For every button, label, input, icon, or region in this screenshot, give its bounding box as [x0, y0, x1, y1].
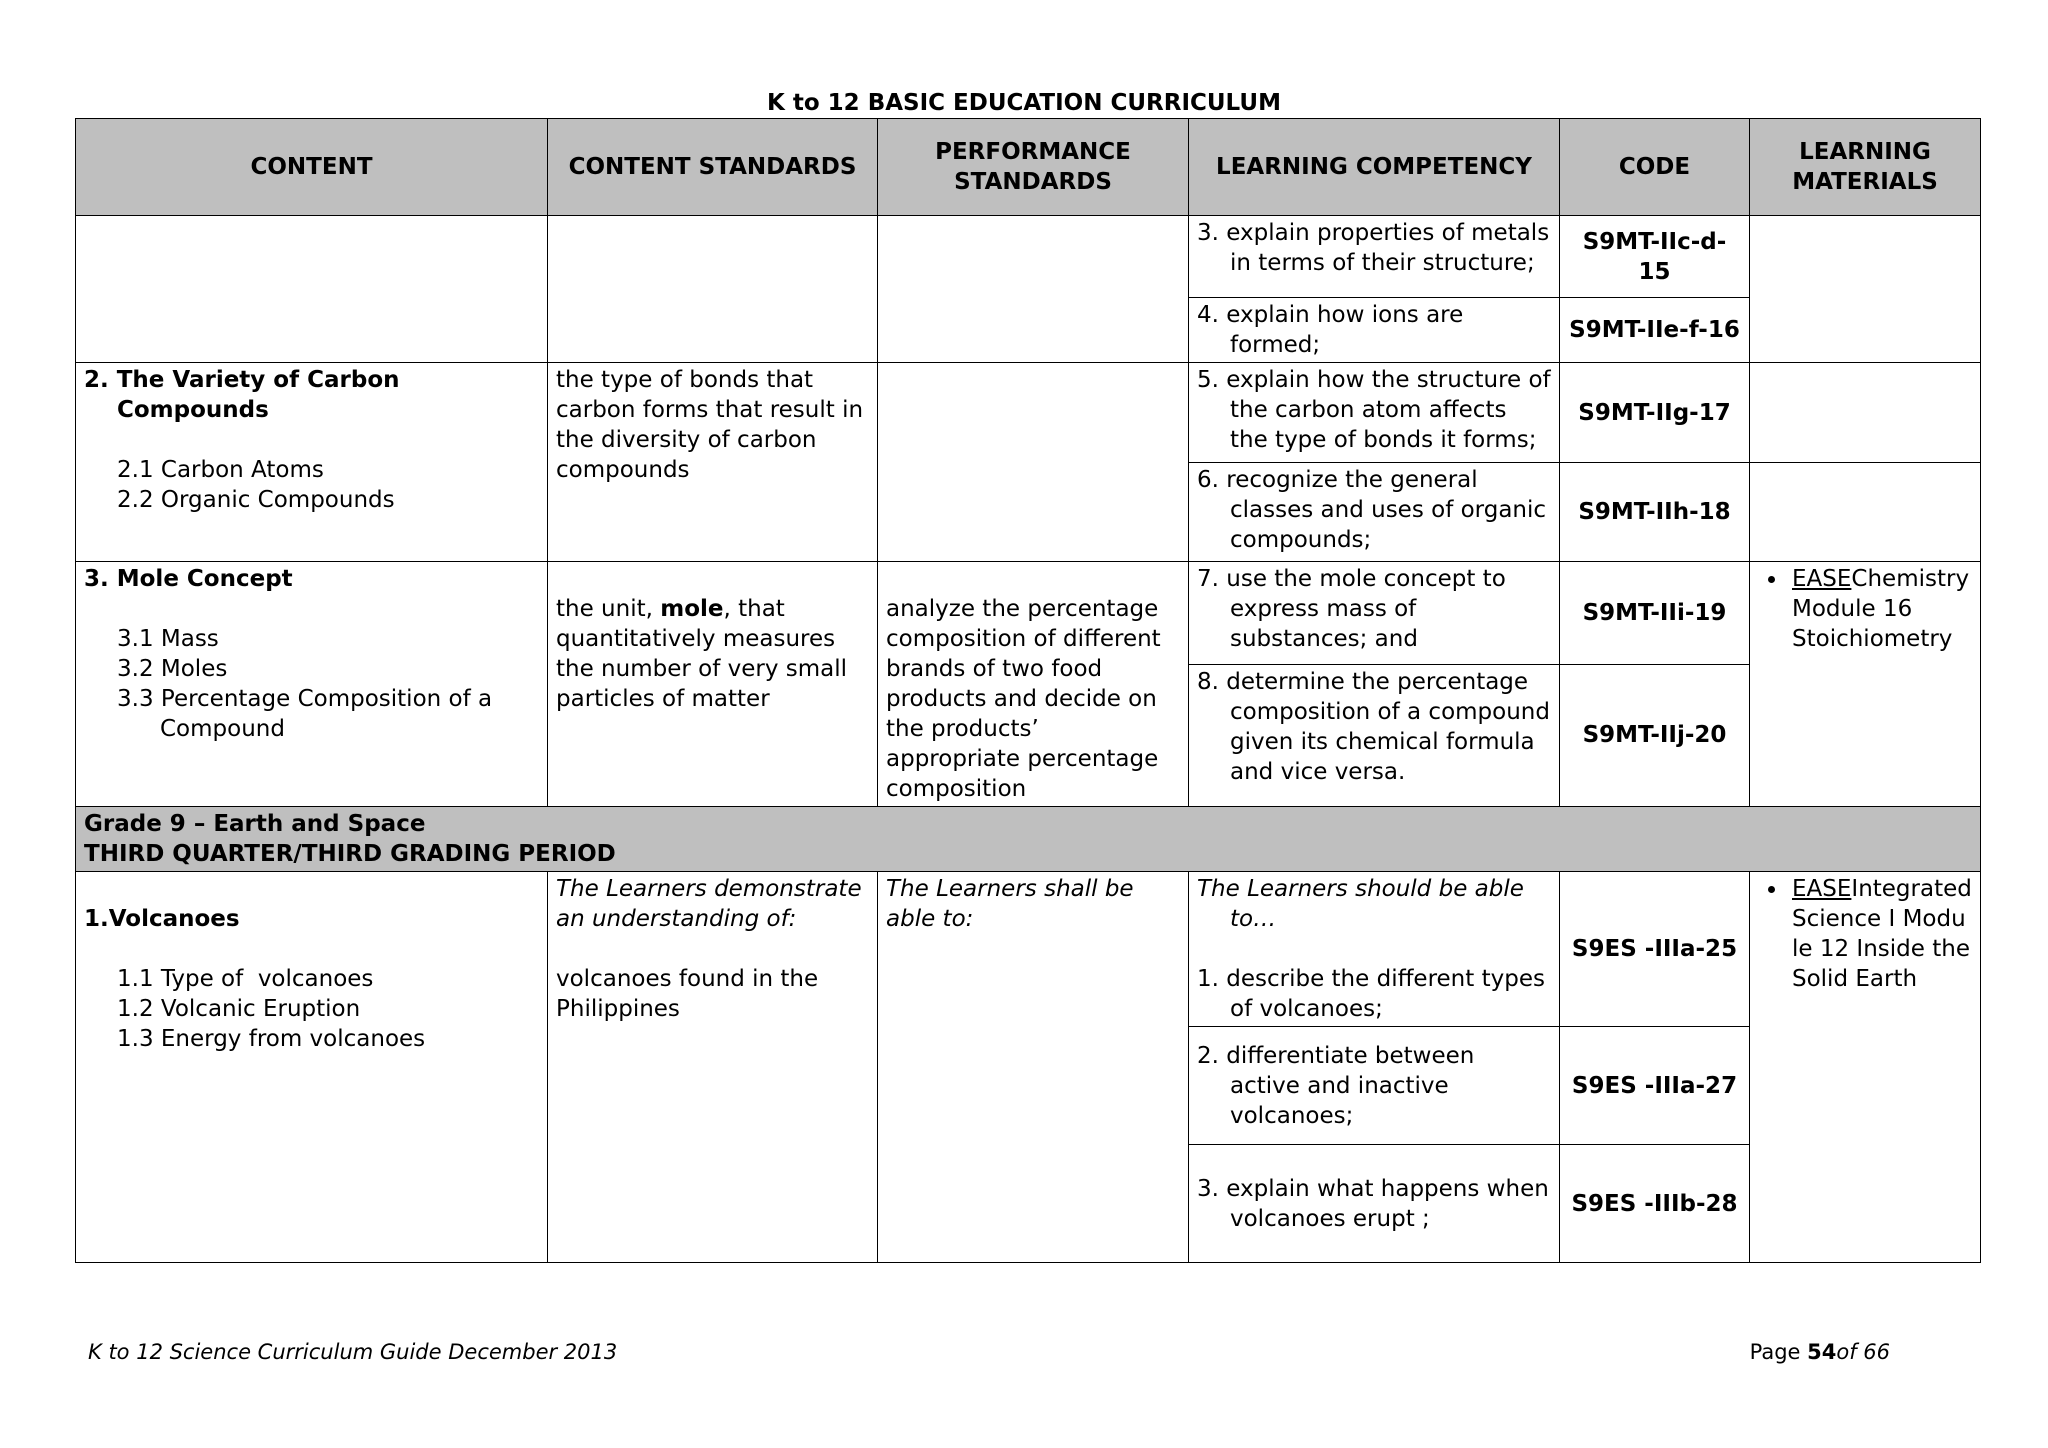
materials-cell — [1750, 872, 1981, 1263]
subtopic: 2.2 Organic Compounds — [117, 487, 395, 513]
content-cell — [76, 216, 548, 363]
materials-cell — [1750, 363, 1981, 463]
content-cell — [76, 872, 548, 1263]
competency-cell: 7. use the mole concept to express mass of substances; and — [1189, 562, 1560, 665]
header-code: CODE — [1560, 119, 1750, 216]
content-standard-cell: the type of bonds that carbon forms that result in the diversity of carbon compounds — [548, 363, 878, 562]
header-content-standards: CONTENT STANDARDS — [548, 119, 878, 216]
code-cell: S9MT-IIj-20 — [1560, 664, 1750, 806]
table-row — [76, 363, 1981, 463]
performance-standard-cell — [878, 363, 1189, 562]
header-performance-standards: PERFORMANCE STANDARDS — [878, 119, 1189, 216]
subtopic: 3.1 Mass — [117, 626, 219, 652]
table-row — [76, 216, 1981, 298]
code-cell: S9MT-IIe-f-16 — [1560, 298, 1750, 363]
subtopic: 3.2 Moles — [117, 656, 228, 682]
subtopic: 1.2 Volcanic Eruption — [117, 996, 361, 1022]
materials-cell — [1750, 216, 1981, 363]
curriculum-table — [75, 118, 1981, 1263]
footer-guide-title: K to 12 Science Curriculum Guide December 2013 — [88, 1340, 618, 1364]
band-period: THIRD QUARTER/THIRD GRADING PERIOD — [84, 841, 616, 867]
document-title: K to 12 BASIC EDUCATION CURRICULUM — [767, 90, 1281, 116]
header-learning-competency: LEARNING COMPETENCY — [1189, 119, 1560, 216]
content-standard-cell: the unit, mole, that quantitatively measures the number of very small particles of matter — [548, 562, 878, 807]
content-cell — [76, 363, 548, 562]
material-item: • EASEIntegrated Science I Module 12 Inside the Solid Earth — [1788, 874, 1972, 994]
competency-cell: 6. recognize the general classes and uses of organic compounds; — [1189, 463, 1560, 562]
code-cell: S9ES -IIIa-27 — [1560, 1027, 1750, 1145]
table-header-row — [76, 119, 1981, 216]
competency-cell: 3. explain what happens when volcanoes erupt ; — [1189, 1145, 1560, 1263]
code-cell: S9MT-IIh-18 — [1560, 463, 1750, 562]
materials-cell — [1750, 562, 1981, 807]
content-standard-cell: The Learners demonstrate an understanding of: volcanoes found in the Philippines — [548, 872, 878, 1263]
code-cell: S9ES -IIIb-28 — [1560, 1145, 1750, 1263]
header-content: CONTENT — [76, 119, 548, 216]
topic-title: 3. Mole Concept — [84, 566, 293, 592]
performance-standard-cell — [878, 216, 1189, 363]
code-cell: S9MT-IIg-17 — [1560, 363, 1750, 463]
material-link[interactable]: EASE — [1792, 566, 1852, 592]
competency-cell: 4. explain how ions are formed; — [1189, 298, 1560, 363]
materials-cell — [1750, 463, 1981, 562]
performance-standard-cell: The Learners shall be able to: — [878, 872, 1189, 1263]
content-standard-cell — [548, 216, 878, 363]
material-item: • EASEChemistry Module 16 Stoichiometry — [1788, 564, 1972, 654]
table-row — [76, 562, 1981, 665]
topic-title: 1.Volcanoes — [84, 906, 240, 932]
code-cell: S9MT-IIc-d-15 — [1560, 216, 1750, 298]
subtopic: 1.3 Energy from volcanoes — [117, 1026, 426, 1052]
performance-standard-cell: analyze the percentage composition of different brands of two food products and decide on the products’ appropriate percentage composition — [878, 562, 1189, 807]
page-number: Page 54of 66 — [1749, 1340, 1890, 1364]
content-cell — [76, 562, 548, 807]
material-link[interactable]: EASE — [1792, 876, 1852, 902]
code-cell: S9MT-IIi-19 — [1560, 562, 1750, 665]
subtopic: 1.1 Type of volcanoes — [117, 966, 374, 992]
competency-cell: 5. explain how the structure of the carbon atom affects the type of bonds it forms; — [1189, 363, 1560, 463]
subtopic: 3.3 Percentage Composition of a Compound — [117, 686, 493, 742]
competency-cell: 8. determine the percentage composition of a compound given its chemical formula and vice versa. — [1189, 664, 1560, 806]
subtopic: 2.1 Carbon Atoms — [117, 457, 324, 483]
competency-cell: The Learners should be able to… 1. describe the different types of volcanoes; — [1189, 872, 1560, 1027]
topic-title: 2. The Variety of Carbon Compounds — [84, 367, 400, 423]
competency-cell: 2. differentiate between active and inactive volcanoes; — [1189, 1027, 1560, 1145]
header-learning-materials: LEARNING MATERIALS — [1750, 119, 1981, 216]
section-band — [76, 807, 1981, 872]
competency-cell: 3. explain properties of metals in terms of their structure; — [1189, 216, 1560, 298]
code-cell: S9ES -IIIa-25 — [1560, 872, 1750, 1027]
band-grade: Grade 9 – Earth and Space — [84, 811, 426, 837]
table-row — [76, 872, 1981, 1027]
